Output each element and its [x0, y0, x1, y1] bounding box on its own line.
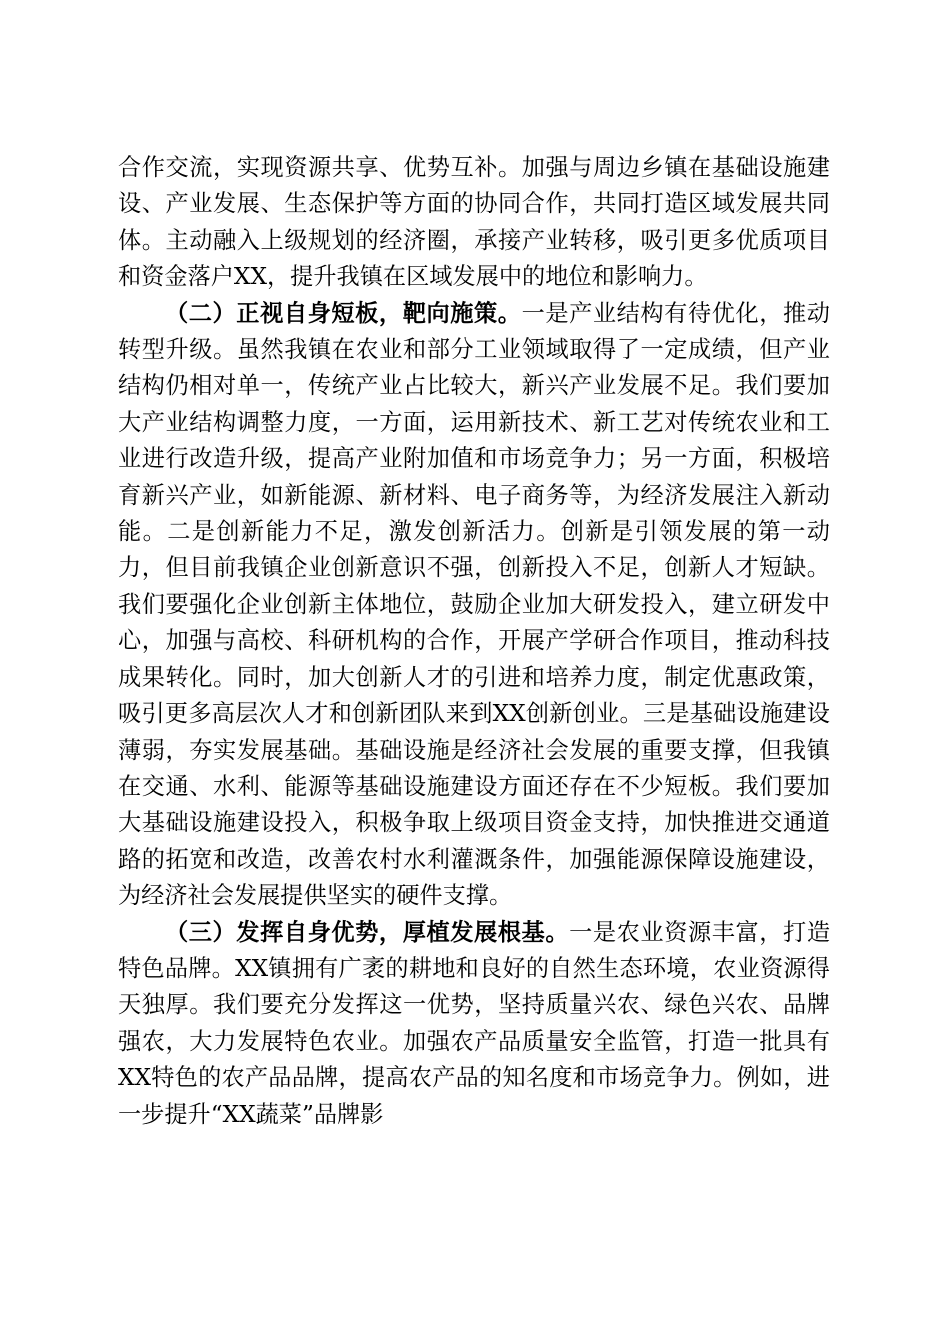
paragraph-section-three	[118, 915, 830, 1133]
section-heading: （三）发挥自身优势，厚植发展根基。	[165, 918, 570, 946]
section-heading: （二）正视自身短板，靶向施策。	[165, 299, 522, 327]
paragraph-body: 合作交流，实现资源共享、优势互补。加强与周边乡镇在基础设施建设、产业发展、生态保护等方面的协同合作，共同打造区域发展共同体。主动融入上级规划的经济圈，承接产业转移，吸引更多优质项目和资金落户XX，提升我镇在区域发展中的地位和影响力。	[118, 154, 830, 291]
paragraph-body: 一是产业结构有待优化，推动转型升级。虽然我镇在农业和部分工业领域取得了一定成绩，但产业结构仍相对单一，传统产业占比较大，新兴产业发展不足。我们要加大产业结构调整力度，一方面，运用新技术、新工艺对传统农业和工业进行改造升级，提高产业附加值和市场竞争力；另一方面，积极培育新兴产业，如新能源、新材料、电子商务等，为经济发展注入新动能。二是创新能力不足，激发创新活力。创新是引领发展的第一动力，但目前我镇企业创新意识不强，创新投入不足，创新人才短缺。我们要强化企业创新主体地位，鼓励企业加大研发投入，建立研发中心，加强与高校、科研机构的合作，开展产学研合作项目，推动科技成果转化。同时，加大创新人才的引进和培养力度，制定优惠政策，吸引更多高层次人才和创新团队来到XX创新创业。三是基础设施建设薄弱，夯实发展基础。基础设施是经济社会发展的重要支撑，但我镇在交通、水利、能源等基础设施建设方面还存在不少短板。我们要加大基础设施建设投入，积极争取上级项目资金支持，加快推进交通道路的拓宽和改造，改善农村水利灌溉条件，加强能源保障设施建设，为经济社会发展提供坚实的硬件支撑。	[118, 299, 830, 910]
document-page	[118, 150, 830, 1133]
paragraph-continuation	[118, 150, 830, 296]
paragraph-body: 一是农业资源丰富，打造特色品牌。XX镇拥有广袤的耕地和良好的自然生态环境，农业资源得天独厚。我们要充分发挥这一优势，坚持质量兴农、绿色兴农、品牌强农，大力发展特色农业。加强农产品质量安全监管，打造一批具有XX特色的农产品品牌，提高农产品的知名度和市场竞争力。例如，进一步提升“XX蔬菜”品牌影	[118, 918, 831, 1128]
paragraph-section-two	[118, 296, 830, 915]
